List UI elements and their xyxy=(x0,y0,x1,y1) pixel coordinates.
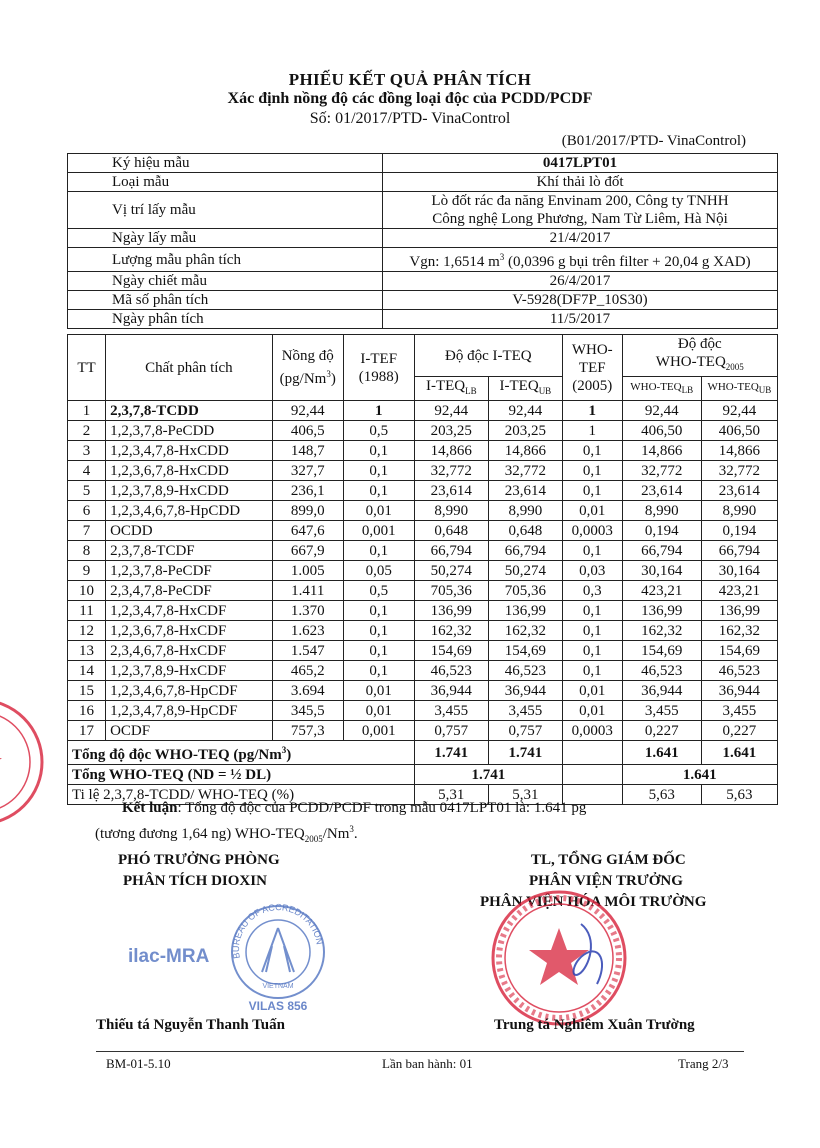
left-signatory-name: Thiếu tá Nguyễn Thanh Tuấn xyxy=(96,1017,285,1033)
table-row xyxy=(68,721,778,741)
location-value xyxy=(383,192,778,229)
cell-lb: 46,523 xyxy=(414,661,488,681)
cell-conc: 1.547 xyxy=(272,641,343,661)
conclusion-label: Kết luận xyxy=(122,800,178,816)
cell-conc: 899,0 xyxy=(272,501,343,521)
total-label-text: Tổng độ độc WHO-TEQ (pg/Nm xyxy=(72,747,282,763)
analysis-date-label: Ngày phân tích xyxy=(68,310,383,329)
location-line2: Công nghệ Long Phương, Nam Từ Liêm, Hà Nội xyxy=(432,211,728,227)
cell-wub: 14,866 xyxy=(701,441,777,461)
table-row xyxy=(68,401,778,421)
report-title: PHIẾU KẾT QUẢ PHÂN TÍCH xyxy=(288,70,532,89)
col-header-iteq-ub xyxy=(488,377,562,401)
cell-whotef: 0,1 xyxy=(562,441,622,461)
cell-ub: 162,32 xyxy=(488,621,562,641)
cell-itef: 0,001 xyxy=(343,721,414,741)
table-row xyxy=(68,521,778,541)
cell-conc: 757,3 xyxy=(272,721,343,741)
conclusion-line2-end: . xyxy=(353,826,358,842)
report-number: Số: 01/2017/PTD- VinaControl xyxy=(309,110,511,127)
amount-value xyxy=(383,248,778,272)
cell-itef: 0,1 xyxy=(343,481,414,501)
cell-itef: 0,001 xyxy=(343,521,414,541)
whoteq-header-sub: 2005 xyxy=(725,362,744,372)
table-row xyxy=(68,701,778,721)
total-iteq-lb: 1.741 xyxy=(414,741,488,765)
table-row xyxy=(68,421,778,441)
cell-lb: 14,866 xyxy=(414,441,488,461)
ratio-iteq-lb: 5,31 xyxy=(414,785,488,805)
iteq-ub-text: I-TEQ xyxy=(499,378,539,394)
accreditation-logo xyxy=(126,902,346,1014)
col-header-whotef xyxy=(562,335,622,401)
col-header-conc xyxy=(272,335,343,401)
cell-lb: 0,757 xyxy=(414,721,488,741)
cell-whotef: 0,1 xyxy=(562,641,622,661)
cell-lb: 136,99 xyxy=(414,601,488,621)
cell-wlb: 3,455 xyxy=(622,701,701,721)
cell-ub: 136,99 xyxy=(488,601,562,621)
cell-wub: 154,69 xyxy=(701,641,777,661)
left-signatory-title1: PHÓ TRƯỞNG PHÒNG xyxy=(118,852,280,868)
analysis-code: V-5928(DF7P_10S30) xyxy=(383,291,778,310)
amount-suffix: (0,0396 g bụi trên filter + 20,04 g XAD) xyxy=(504,254,751,270)
reference-code: (B01/2017/PTD- VinaControl) xyxy=(561,133,746,149)
cell-lb: 705,36 xyxy=(414,581,488,601)
cell-wlb: 8,990 xyxy=(622,501,701,521)
conclusion-line2 xyxy=(95,824,358,844)
ratio-label: Ti lệ 2,3,7,8-TCDD/ WHO-TEQ (%) xyxy=(68,785,415,805)
amount-sup: 3 xyxy=(499,252,505,262)
cell-wub: 36,944 xyxy=(701,681,777,701)
total-whotef-empty xyxy=(562,741,622,765)
cell-tt: 12 xyxy=(68,621,106,641)
cell-wub: 0,194 xyxy=(701,521,777,541)
sample-code: 0417LPT01 xyxy=(383,154,778,173)
cell-conc: 1.005 xyxy=(272,561,343,581)
table-row xyxy=(68,481,778,501)
cell-lb: 3,455 xyxy=(414,701,488,721)
col-header-tt: TT xyxy=(68,335,106,401)
cell-name: 1,2,3,4,7,8-HxCDD xyxy=(106,441,273,461)
cell-whotef: 0,3 xyxy=(562,581,622,601)
cell-name: 1,2,3,6,7,8-HxCDD xyxy=(106,461,273,481)
cell-tt: 6 xyxy=(68,501,106,521)
table-row xyxy=(68,461,778,481)
table-row xyxy=(68,621,778,641)
sampling-date-label: Ngày lấy mẫu xyxy=(68,229,383,248)
cell-ub: 8,990 xyxy=(488,501,562,521)
iteq-lb-text: I-TEQ xyxy=(425,378,466,394)
cell-name: 1,2,3,4,6,7,8-HpCDD xyxy=(106,501,273,521)
ratio-whoteq-lb: 5,63 xyxy=(622,785,701,805)
right-signatory-title3: PHÂN VIỆN HÓA MÔI TRƯỜNG xyxy=(480,894,707,910)
whoteq-header-line1: Độ độc xyxy=(677,336,722,352)
edition-number: Lần ban hành: 01 xyxy=(382,1056,473,1071)
cell-name: 1,2,3,7,8,9-HxCDD xyxy=(106,481,273,501)
cell-ub: 46,523 xyxy=(488,661,562,681)
sample-code-label: Ký hiệu mẫu xyxy=(68,154,383,173)
cell-itef: 0,1 xyxy=(343,661,414,681)
cell-wub: 136,99 xyxy=(701,601,777,621)
cell-ub: 203,25 xyxy=(488,421,562,441)
cell-tt: 4 xyxy=(68,461,106,481)
cell-whotef: 0,0003 xyxy=(562,721,622,741)
cell-wlb: 46,523 xyxy=(622,661,701,681)
table-row xyxy=(68,661,778,681)
cell-conc: 327,7 xyxy=(272,461,343,481)
total-half-dl-label: Tổng WHO-TEQ (ND = ½ DL) xyxy=(68,765,415,785)
whoteq-header-line2 xyxy=(627,353,773,376)
cell-wlb: 423,21 xyxy=(622,581,701,601)
cell-itef: 0,5 xyxy=(343,421,414,441)
cell-whotef: 0,01 xyxy=(562,681,622,701)
cell-ub: 66,794 xyxy=(488,541,562,561)
conc-header-line2 xyxy=(277,365,339,388)
cell-itef: 0,1 xyxy=(343,601,414,621)
cell-wub: 92,44 xyxy=(701,401,777,421)
sample-type-label: Loại mẫu xyxy=(68,173,383,192)
table-row xyxy=(68,441,778,461)
result-rows xyxy=(68,401,778,741)
iteq-lb-sub: LB xyxy=(465,386,477,396)
whotef-header-line3: (2005) xyxy=(572,377,613,394)
cell-tt: 11 xyxy=(68,601,106,621)
page-number: Trang 2/3 xyxy=(678,1056,729,1071)
cell-lb: 32,772 xyxy=(414,461,488,481)
cell-conc: 1.623 xyxy=(272,621,343,641)
cell-wub: 423,21 xyxy=(701,581,777,601)
cell-lb: 36,944 xyxy=(414,681,488,701)
analysis-code-label: Mã số phân tích xyxy=(68,291,383,310)
cell-tt: 5 xyxy=(68,481,106,501)
cell-wlb: 136,99 xyxy=(622,601,701,621)
cell-wub: 0,227 xyxy=(701,721,777,741)
ratio-whoteq-ub: 5,63 xyxy=(701,785,777,805)
cell-whotef: 0,1 xyxy=(562,621,622,641)
cell-ub: 36,944 xyxy=(488,681,562,701)
results-table xyxy=(67,334,778,805)
cell-tt: 1 xyxy=(68,401,106,421)
cell-wub: 8,990 xyxy=(701,501,777,521)
cell-wlb: 0,194 xyxy=(622,521,701,541)
cell-whotef: 0,0003 xyxy=(562,521,622,541)
cell-wub: 66,794 xyxy=(701,541,777,561)
sample-info-table xyxy=(67,153,778,329)
cell-wub: 32,772 xyxy=(701,461,777,481)
partial-stamp-left xyxy=(0,692,50,832)
conclusion-text: : Tổng độ độc của PCDD/PCDF trong mẫu 0417LPT01 là: 1.641 pg xyxy=(177,800,587,816)
cell-wlb: 30,164 xyxy=(622,561,701,581)
cell-tt: 15 xyxy=(68,681,106,701)
col-header-whoteq-ub xyxy=(701,377,777,401)
cell-conc: 406,5 xyxy=(272,421,343,441)
iteq-ub-sub: UB xyxy=(538,386,552,396)
cell-ub: 32,772 xyxy=(488,461,562,481)
left-signatory-title2: PHÂN TÍCH DIOXIN xyxy=(123,873,267,889)
cell-whotef: 0,01 xyxy=(562,701,622,721)
cell-wlb: 14,866 xyxy=(622,441,701,461)
cell-whotef: 0,1 xyxy=(562,461,622,481)
cell-name: 1,2,3,4,7,8,9-HpCDF xyxy=(106,701,273,721)
ratio-iteq-ub: 5,31 xyxy=(488,785,562,805)
table-row xyxy=(68,641,778,661)
col-header-whoteq xyxy=(622,335,777,377)
total-half-dl-iteq: 1.741 xyxy=(414,765,562,785)
cell-wlb: 92,44 xyxy=(622,401,701,421)
cell-wlb: 36,944 xyxy=(622,681,701,701)
total-half-empty xyxy=(562,765,622,785)
cell-name: OCDD xyxy=(106,521,273,541)
total-half-dl-whoteq: 1.641 xyxy=(622,765,777,785)
cell-lb: 23,614 xyxy=(414,481,488,501)
col-header-itef xyxy=(343,335,414,401)
col-header-whoteq-lb xyxy=(622,377,701,401)
cell-conc: 92,44 xyxy=(272,401,343,421)
conc-header-end: ) xyxy=(330,371,336,387)
cell-wlb: 32,772 xyxy=(622,461,701,481)
cell-whotef: 1 xyxy=(562,421,622,441)
whoteq-ub-text: WHO-TEQ xyxy=(707,380,759,393)
cell-ub: 3,455 xyxy=(488,701,562,721)
footer-divider xyxy=(96,1051,744,1052)
cell-tt: 8 xyxy=(68,541,106,561)
amount-label: Lượng mẫu phân tích xyxy=(68,248,383,272)
cell-tt: 17 xyxy=(68,721,106,741)
extraction-date: 26/4/2017 xyxy=(383,272,778,291)
cell-wlb: 406,50 xyxy=(622,421,701,441)
cell-wub: 46,523 xyxy=(701,661,777,681)
cell-whotef: 0,1 xyxy=(562,481,622,501)
cell-whotef: 0,1 xyxy=(562,541,622,561)
whoteq-header-text: WHO-TEQ xyxy=(655,354,726,370)
cell-wlb: 23,614 xyxy=(622,481,701,501)
col-header-analyte: Chất phân tích xyxy=(106,335,273,401)
cell-itef: 0,01 xyxy=(343,501,414,521)
logo-ring-path-text: BUREAU OF ACCREDITATION xyxy=(230,902,325,960)
cell-name: 1,2,3,7,8-PeCDF xyxy=(106,561,273,581)
right-signatory-name: Trung tá Nghiêm Xuân Trường xyxy=(494,1017,695,1033)
sample-type: Khí thải lò đốt xyxy=(383,173,778,192)
cell-conc: 3.694 xyxy=(272,681,343,701)
cell-ub: 0,757 xyxy=(488,721,562,741)
cell-name: 1,2,3,6,7,8-HxCDF xyxy=(106,621,273,641)
cell-conc: 345,5 xyxy=(272,701,343,721)
cell-wlb: 66,794 xyxy=(622,541,701,561)
amount-prefix: Vgn: 1,6514 m xyxy=(409,254,500,270)
cell-name: 2,3,4,6,7,8-HxCDF xyxy=(106,641,273,661)
cell-conc: 647,6 xyxy=(272,521,343,541)
cell-ub: 0,648 xyxy=(488,521,562,541)
total-label-sup: 3 xyxy=(281,745,287,755)
table-row xyxy=(68,541,778,561)
col-header-iteq-lb xyxy=(414,377,488,401)
location-label: Vị trí lấy mẫu xyxy=(68,192,383,229)
cell-name: 2,3,7,8-TCDF xyxy=(106,541,273,561)
cell-lb: 162,32 xyxy=(414,621,488,641)
table-row xyxy=(68,681,778,701)
cell-tt: 13 xyxy=(68,641,106,661)
cell-lb: 50,274 xyxy=(414,561,488,581)
total-label-end: ) xyxy=(286,747,292,763)
whoteq-lb-text: WHO-TEQ xyxy=(630,380,682,393)
cell-whotef: 0,03 xyxy=(562,561,622,581)
right-signatory-title2: PHÂN VIỆN TRƯỞNG xyxy=(529,873,683,889)
cell-conc: 465,2 xyxy=(272,661,343,681)
conclusion-line1 xyxy=(122,800,586,817)
table-row xyxy=(68,581,778,601)
total-whoteq-ub: 1.641 xyxy=(701,741,777,765)
cell-tt: 7 xyxy=(68,521,106,541)
conc-header-sup: 3 xyxy=(326,369,331,379)
conc-header-line1: Nồng độ xyxy=(281,348,334,364)
form-code: BM-01-5.10 xyxy=(106,1056,171,1071)
cell-name: 2,3,7,8-TCDD xyxy=(106,401,273,421)
cell-wub: 30,164 xyxy=(701,561,777,581)
cell-ub: 705,36 xyxy=(488,581,562,601)
cell-itef: 0,01 xyxy=(343,701,414,721)
total-who-teq-label xyxy=(68,741,415,765)
cell-itef: 0,01 xyxy=(343,681,414,701)
cell-lb: 203,25 xyxy=(414,421,488,441)
cell-tt: 2 xyxy=(68,421,106,441)
cell-tt: 3 xyxy=(68,441,106,461)
total-whoteq-lb: 1.641 xyxy=(622,741,701,765)
table-row xyxy=(68,501,778,521)
official-seal-right xyxy=(489,888,629,1028)
cell-whotef: 1 xyxy=(562,401,622,421)
cell-ub: 154,69 xyxy=(488,641,562,661)
cell-conc: 1.411 xyxy=(272,581,343,601)
cell-lb: 0,648 xyxy=(414,521,488,541)
cell-whotef: 0,01 xyxy=(562,501,622,521)
extraction-date-label: Ngày chiết mẫu xyxy=(68,272,383,291)
total-iteq-ub: 1.741 xyxy=(488,741,562,765)
table-row xyxy=(68,561,778,581)
conclusion-line2-sub: 2005 xyxy=(304,834,323,844)
cell-ub: 14,866 xyxy=(488,441,562,461)
cell-wlb: 162,32 xyxy=(622,621,701,641)
cell-ub: 92,44 xyxy=(488,401,562,421)
cell-itef: 1 xyxy=(343,401,414,421)
cell-itef: 0,5 xyxy=(343,581,414,601)
cell-ub: 50,274 xyxy=(488,561,562,581)
vilas-text: VILAS 856 xyxy=(248,999,308,1013)
whoteq-ub-sub: UB xyxy=(758,385,772,396)
sampling-date: 21/4/2017 xyxy=(383,229,778,248)
cell-itef: 0,1 xyxy=(343,641,414,661)
cell-itef: 0,1 xyxy=(343,441,414,461)
cell-conc: 1.370 xyxy=(272,601,343,621)
cell-tt: 14 xyxy=(68,661,106,681)
ilac-mra-text: ilac-MRA xyxy=(128,946,210,967)
cell-itef: 0,1 xyxy=(343,621,414,641)
cell-conc: 148,7 xyxy=(272,441,343,461)
itef-header-line2: (1988) xyxy=(358,368,399,385)
whotef-header-line2: TEF xyxy=(578,359,606,376)
cell-wub: 406,50 xyxy=(701,421,777,441)
cell-lb: 66,794 xyxy=(414,541,488,561)
logo-country-text: VIETNAM xyxy=(262,983,294,990)
table-row xyxy=(68,601,778,621)
cell-lb: 8,990 xyxy=(414,501,488,521)
cell-name: 1,2,3,7,8,9-HxCDF xyxy=(106,661,273,681)
cell-wub: 3,455 xyxy=(701,701,777,721)
cell-ub: 23,614 xyxy=(488,481,562,501)
cell-itef: 0,05 xyxy=(343,561,414,581)
cell-wlb: 154,69 xyxy=(622,641,701,661)
conclusion-line2-prefix: (tương đương 1,64 ng) WHO-TEQ xyxy=(95,826,305,842)
cell-name: 1,2,3,4,6,7,8-HpCDF xyxy=(106,681,273,701)
right-signatory-title1: TL, TỔNG GIÁM ĐỐC xyxy=(531,852,686,868)
location-line1: Lò đốt rác đa năng Envinam 200, Công ty TNHH xyxy=(431,193,729,209)
cell-lb: 92,44 xyxy=(414,401,488,421)
cell-name: 2,3,4,7,8-PeCDF xyxy=(106,581,273,601)
cell-tt: 16 xyxy=(68,701,106,721)
cell-name: OCDF xyxy=(106,721,273,741)
cell-tt: 10 xyxy=(68,581,106,601)
cell-conc: 236,1 xyxy=(272,481,343,501)
whoteq-lb-sub: LB xyxy=(681,385,694,396)
cell-lb: 154,69 xyxy=(414,641,488,661)
conclusion-line2-sup: 3 xyxy=(349,824,354,834)
cell-whotef: 0,1 xyxy=(562,661,622,681)
whotef-header-line1: WHO- xyxy=(571,341,613,358)
cell-itef: 0,1 xyxy=(343,461,414,481)
cell-conc: 667,9 xyxy=(272,541,343,561)
itef-header-line1: I-TEF xyxy=(360,350,398,367)
cell-wub: 23,614 xyxy=(701,481,777,501)
cell-tt: 9 xyxy=(68,561,106,581)
cell-wub: 162,32 xyxy=(701,621,777,641)
analysis-date: 11/5/2017 xyxy=(383,310,778,329)
cell-whotef: 0,1 xyxy=(562,601,622,621)
cell-name: 1,2,3,4,7,8-HxCDF xyxy=(106,601,273,621)
conclusion-line2-suffix: /Nm xyxy=(322,826,350,842)
cell-wlb: 0,227 xyxy=(622,721,701,741)
cell-name: 1,2,3,7,8-PeCDD xyxy=(106,421,273,441)
cell-itef: 0,1 xyxy=(343,541,414,561)
conc-header-unit: (pg/Nm xyxy=(279,371,327,387)
col-header-iteq: Độ độc I-TEQ xyxy=(414,335,562,377)
report-subtitle: Xác định nồng độ các đồng loại độc của PCDD/PCDF xyxy=(227,90,593,107)
